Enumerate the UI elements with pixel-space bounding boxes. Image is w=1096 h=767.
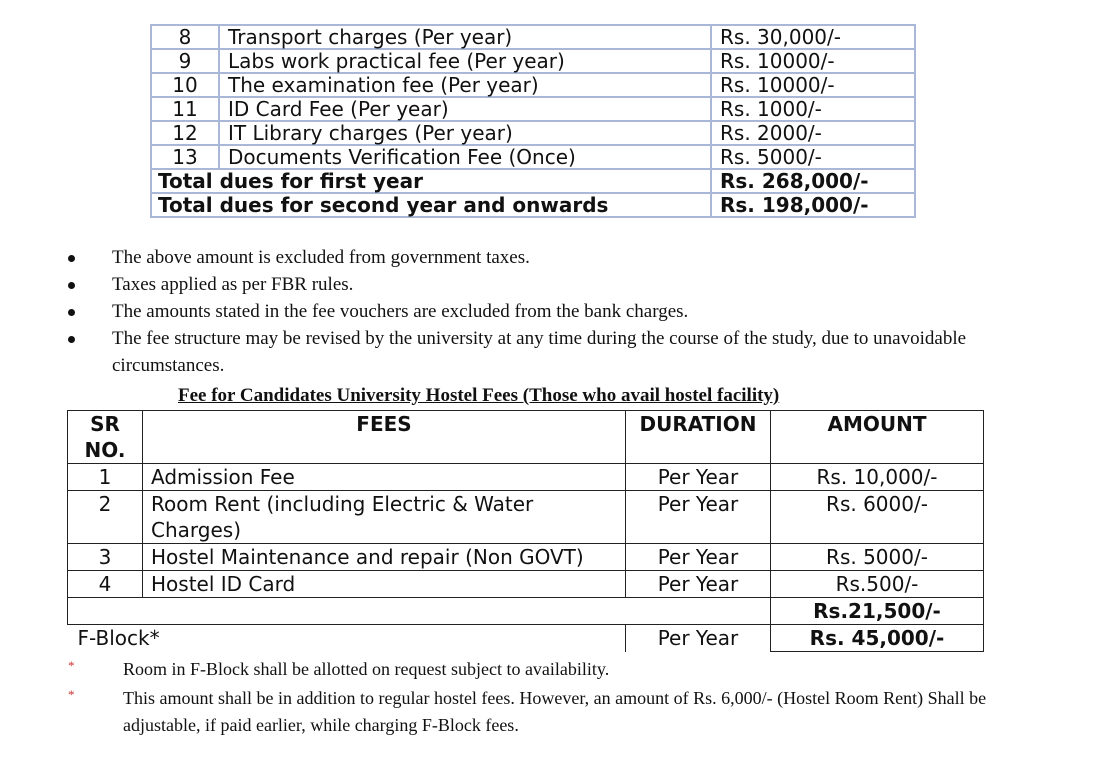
row-description: Transport charges (Per year) xyxy=(219,25,711,49)
footnote-marker: * xyxy=(68,658,75,673)
row-description: Documents Verification Fee (Once) xyxy=(219,145,711,169)
fee-duration: Per Year xyxy=(626,464,771,491)
row-description: Labs work practical fee (Per year) xyxy=(219,49,711,73)
table-row xyxy=(68,544,984,571)
footnote-text: Room in F-Block shall be allotted on request subject to availability. xyxy=(123,659,610,679)
row-description: IT Library charges (Per year) xyxy=(219,121,711,145)
bullet-icon xyxy=(68,309,75,316)
fee-amount: Rs.500/- xyxy=(771,571,984,598)
list-item: The amounts stated in the fee vouchers are excluded from the bank charges. xyxy=(62,298,1062,325)
table-row xyxy=(151,97,915,121)
fee-amount: Rs. 10,000/- xyxy=(771,464,984,491)
list-item: The above amount is excluded from government taxes. xyxy=(62,244,1062,271)
row-amount: Rs. 5000/- xyxy=(711,145,915,169)
fee-duration: Per Year xyxy=(626,491,771,544)
row-amount: Rs. 10000/- xyxy=(711,49,915,73)
table-row xyxy=(151,49,915,73)
bullet-icon xyxy=(68,336,75,343)
footnote-marker: * xyxy=(68,687,75,702)
total-row-first-year xyxy=(151,169,915,193)
header-amount: AMOUNT xyxy=(771,411,984,464)
table-row xyxy=(151,121,915,145)
row-amount: Rs. 30,000/- xyxy=(711,25,915,49)
fee-amount: Rs. 5000/- xyxy=(771,544,984,571)
table-row xyxy=(68,464,984,491)
fblock-duration: Per Year xyxy=(626,625,771,652)
list-item: The fee structure may be revised by the university at any time during the course of the study, due to unavoidable circumstances. xyxy=(62,325,1062,379)
bullet-icon xyxy=(68,255,75,262)
total-amount: Rs. 198,000/- xyxy=(711,193,915,217)
fblock-row xyxy=(68,625,984,652)
table-header-row xyxy=(68,411,984,464)
fblock-amount: Rs. 45,000/- xyxy=(771,625,984,652)
fee-name: Hostel ID Card xyxy=(143,571,626,598)
table-row xyxy=(68,571,984,598)
row-number: 12 xyxy=(151,121,219,145)
table-row xyxy=(151,145,915,169)
footnote-text: This amount shall be in addition to regular hostel fees. However, an amount of Rs. 6,000/- (Hostel Room Rent) Shall be adjustable, if paid earlier, while charging F-Block fees. xyxy=(123,688,987,735)
hostel-total-amount: Rs.21,500/- xyxy=(771,598,984,625)
bullet-icon xyxy=(68,282,75,289)
table-row xyxy=(68,491,984,544)
notes-list xyxy=(62,244,1062,379)
table-row xyxy=(151,73,915,97)
sr-number: 3 xyxy=(68,544,143,571)
footnote-1 xyxy=(68,656,1028,683)
sr-number: 2 xyxy=(68,491,143,544)
fee-name: Hostel Maintenance and repair (Non GOVT) xyxy=(143,544,626,571)
total-label: Total dues for second year and onwards xyxy=(151,193,711,217)
table-row xyxy=(151,25,915,49)
row-number: 8 xyxy=(151,25,219,49)
footnote-2 xyxy=(68,685,1028,739)
total-spacer xyxy=(68,598,771,625)
sr-number: 1 xyxy=(68,464,143,491)
total-amount: Rs. 268,000/- xyxy=(711,169,915,193)
fee-duration: Per Year xyxy=(626,571,771,598)
total-row-second-year xyxy=(151,193,915,217)
hostel-total-row xyxy=(68,598,984,625)
fee-name: Room Rent (including Electric & Water Charges) xyxy=(143,491,626,544)
fblock-label: F-Block* xyxy=(68,625,626,652)
header-sr-no: SR NO. xyxy=(68,411,143,464)
hostel-fee-table xyxy=(67,410,984,652)
row-number: 9 xyxy=(151,49,219,73)
row-description: The examination fee (Per year) xyxy=(219,73,711,97)
fee-duration: Per Year xyxy=(626,544,771,571)
fee-table xyxy=(150,24,916,218)
fee-amount: Rs. 6000/- xyxy=(771,491,984,544)
row-number: 10 xyxy=(151,73,219,97)
total-label: Total dues for first year xyxy=(151,169,711,193)
hostel-fee-title: Fee for Candidates University Hostel Fees (Those who avail hostel facility) xyxy=(178,385,780,406)
row-amount: Rs. 10000/- xyxy=(711,73,915,97)
header-fees: FEES xyxy=(143,411,626,464)
sr-number: 4 xyxy=(68,571,143,598)
row-number: 11 xyxy=(151,97,219,121)
list-item: Taxes applied as per FBR rules. xyxy=(62,271,1062,298)
header-duration: DURATION xyxy=(626,411,771,464)
row-description: ID Card Fee (Per year) xyxy=(219,97,711,121)
row-amount: Rs. 2000/- xyxy=(711,121,915,145)
row-number: 13 xyxy=(151,145,219,169)
row-amount: Rs. 1000/- xyxy=(711,97,915,121)
fee-name: Admission Fee xyxy=(143,464,626,491)
